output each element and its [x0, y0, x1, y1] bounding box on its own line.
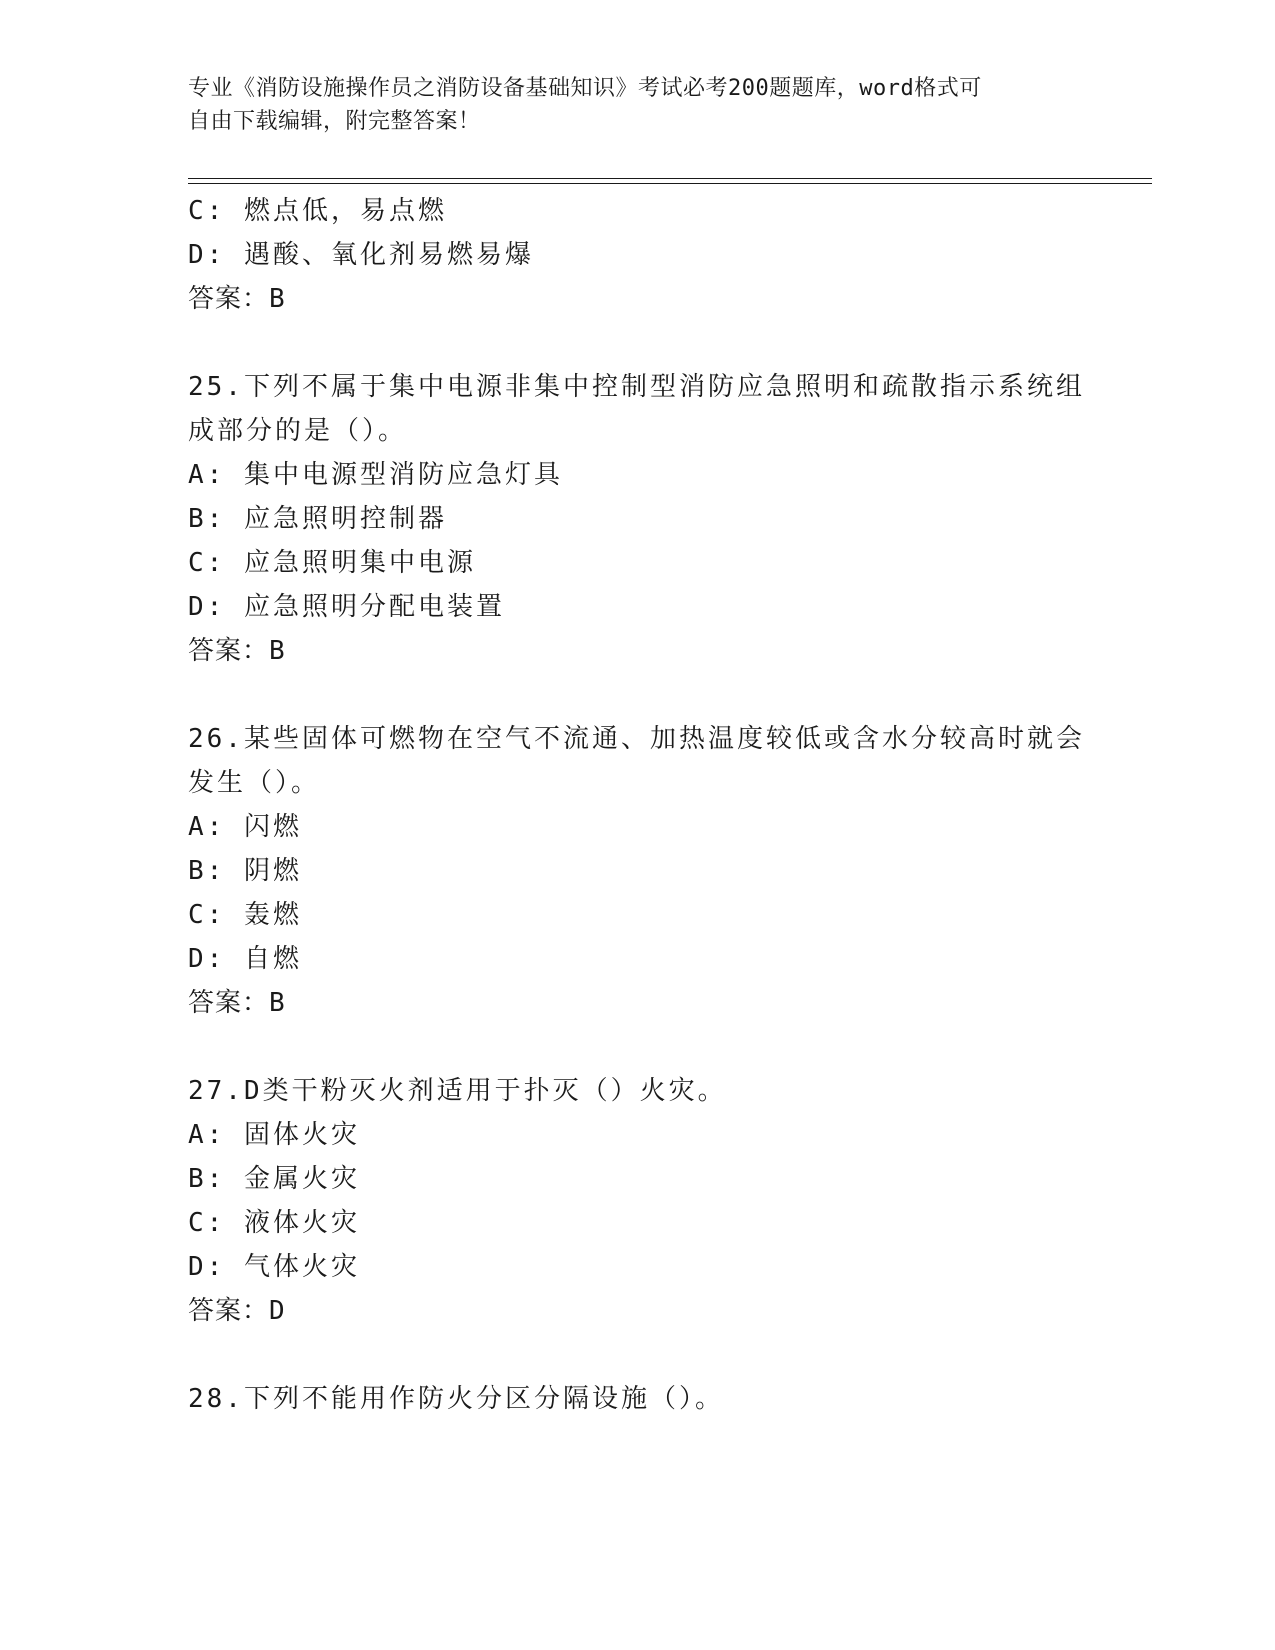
option-line [188, 1164, 360, 1194]
question-stem-line: 成部分的是（）。 [188, 416, 408, 446]
option-letter: A: [188, 1120, 226, 1150]
option-text: 燃点低，易点燃 [243, 196, 447, 226]
option-letter: B: [188, 1164, 226, 1194]
answer-line: 答案：B [188, 284, 286, 314]
option-line [188, 944, 302, 974]
option-letter: A: [188, 460, 226, 490]
option-letter: B: [188, 504, 226, 534]
option-line [188, 1252, 360, 1282]
option-text: 应急照明控制器 [243, 504, 447, 534]
question-stem-line: 25.下列不属于集中电源非集中控制型消防应急照明和疏散指示系统组 [188, 372, 1085, 402]
header-divider-bottom [188, 183, 1152, 184]
option-line [188, 812, 302, 842]
option-letter: D: [188, 944, 226, 974]
option-text: 自燃 [243, 944, 302, 974]
header-line-1: 专业《消防设施操作员之消防设备基础知识》考试必考200题题库，word格式可 [188, 76, 982, 101]
option-letter: C: [188, 548, 226, 578]
option-letter: D: [188, 592, 226, 622]
option-line [188, 460, 563, 490]
option-text: 阴燃 [243, 856, 302, 886]
option-text: 集中电源型消防应急灯具 [243, 460, 563, 490]
document-header [188, 72, 1088, 138]
option-letter: C: [188, 1208, 226, 1238]
option-line [188, 504, 447, 534]
option-text: 应急照明分配电装置 [243, 592, 505, 622]
answer-line: 答案：D [188, 1296, 286, 1326]
option-letter: D: [188, 240, 226, 270]
option-letter: B: [188, 856, 226, 886]
option-text: 液体火灾 [243, 1208, 360, 1238]
option-letter: C: [188, 900, 226, 930]
question-stem-line: 28.下列不能用作防火分区分隔设施（）。 [188, 1384, 724, 1414]
option-line [188, 1208, 360, 1238]
option-text: 应急照明集中电源 [243, 548, 476, 578]
option-line [188, 856, 302, 886]
header-divider-top [188, 178, 1152, 179]
option-text: 轰燃 [243, 900, 302, 930]
option-text: 金属火灾 [243, 1164, 360, 1194]
answer-line: 答案：B [188, 636, 286, 666]
option-text: 遇酸、氧化剂易燃易爆 [243, 240, 534, 270]
option-line [188, 900, 302, 930]
option-line [188, 240, 534, 270]
question-stem-line: 27.D类干粉灭火剂适用于扑灭（）火灾。 [188, 1076, 727, 1106]
option-text: 固体火灾 [243, 1120, 360, 1150]
option-letter: A: [188, 812, 226, 842]
header-line-2: 自由下载编辑，附完整答案！ [188, 109, 481, 134]
option-text: 闪燃 [243, 812, 302, 842]
option-line [188, 548, 476, 578]
option-letter: C: [188, 196, 226, 226]
option-text: 气体火灾 [243, 1252, 360, 1282]
question-stem-line: 26.某些固体可燃物在空气不流通、加热温度较低或含水分较高时就会 [188, 724, 1085, 754]
option-line [188, 1120, 360, 1150]
option-line [188, 592, 505, 622]
question-stem-line: 发生（）。 [188, 768, 321, 798]
option-line [188, 196, 447, 226]
answer-line: 答案：B [188, 988, 286, 1018]
option-letter: D: [188, 1252, 226, 1282]
